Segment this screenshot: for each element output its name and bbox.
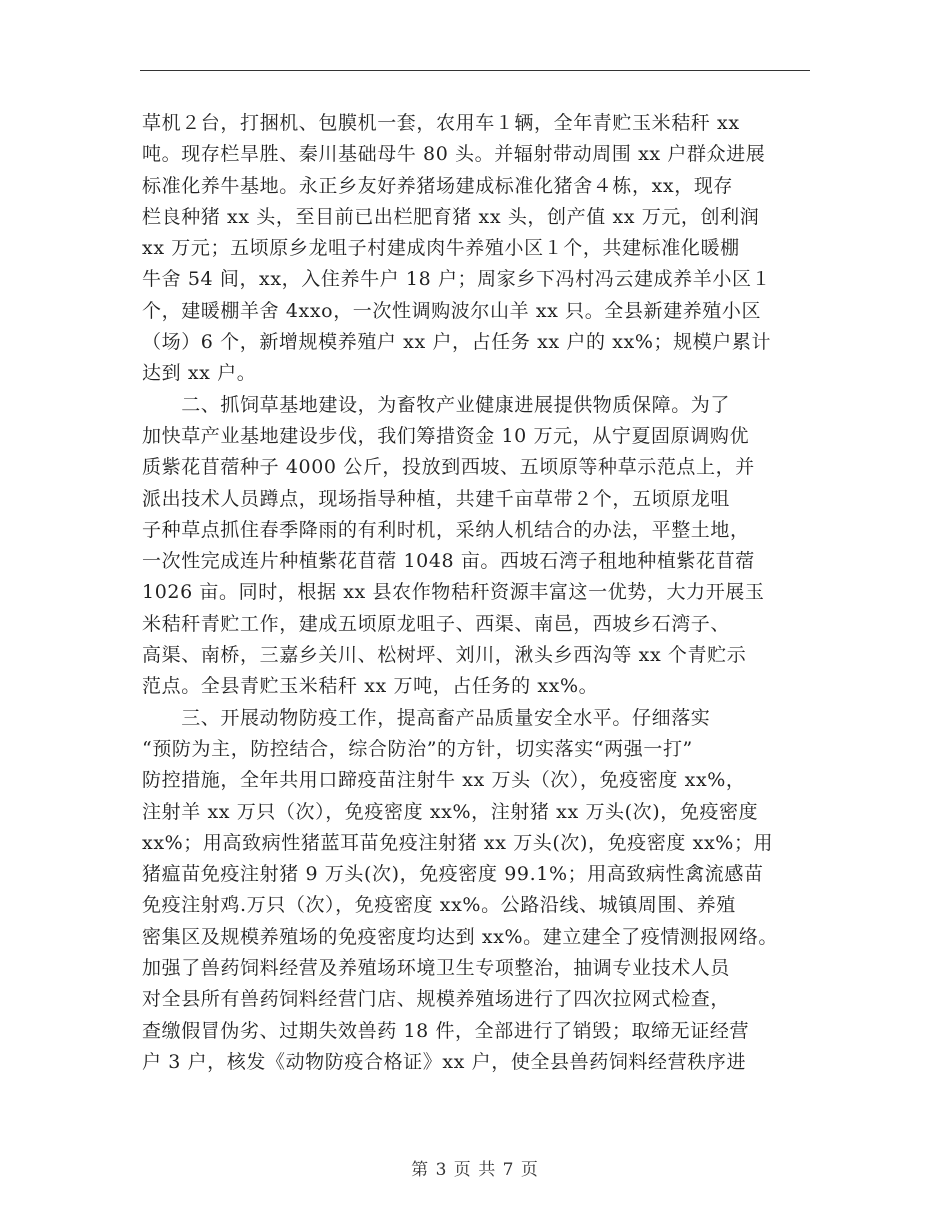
text-line: 查缴假冒伪劣、过期失效兽药 18 件，全部进行了销毁；取缔无证经营 xyxy=(142,1019,750,1042)
text-line: 派出技术人员蹲点，现场指导种植，共建千亩草带２个，五顷原龙咀 xyxy=(142,487,731,510)
text-line: 加快草产业基地建设步伐，我们筹措资金 10 万元，从宁夏固原调购优 xyxy=(142,424,750,447)
text-line: 栏良种猪 xx 头，至目前已出栏肥育猪 xx 头，创产值 xx 万元，创利润 xyxy=(142,205,760,228)
header-rule xyxy=(140,70,810,71)
text-line: xx 万元；五顷原乡龙咀子村建成肉牛养殖小区１个，共建标准化暖棚 xyxy=(142,237,740,260)
page-number-footer: 第 3 页 共 7 页 xyxy=(411,1160,539,1180)
text-line: 标准化养牛基地。永正乡友好养猪场建成标准化猪舍４栋，xx，现存 xyxy=(142,174,734,197)
text-line: 免疫注射鸡.万只（次），免疫密度 xx%。公路沿线、城镇周围、养殖 xyxy=(142,894,736,917)
text-line: 达到 xx 户。 xyxy=(142,362,257,385)
text-line: 三、开展动物防疫工作，提高畜产品质量安全水平。仔细落实 xyxy=(142,706,711,729)
text-line: “预防为主，防控结合，综合防治”的方针，切实落实“两强一打” xyxy=(142,737,693,760)
text-line: 高渠、南桥，三嘉乡关川、松树坪、刘川，湫头乡西沟等 xx 个青贮示 xyxy=(142,644,747,667)
text-line: 质紫花苜蓿种子 4000 公斤，投放到西坡、五顷原等种草示范点上，并 xyxy=(142,456,755,479)
text-line: 注射羊 xx 万只（次），免疫密度 xx%，注射猪 xx 万头(次)，免疫密度 xyxy=(142,800,759,823)
text-line: 吨。现存栏旱胜、秦川基础母牛 80 头。并辐射带动周围 xx 户群众进展 xyxy=(142,143,766,166)
text-line: 加强了兽药饲料经营及养殖场环境卫生专项整治，抽调专业技术人员 xyxy=(142,957,731,980)
text-line: 二、抓饲草基地建设，为畜牧产业健康进展提供物质保障。为了 xyxy=(142,393,731,416)
text-line: 一次性完成连片种植紫花苜蓿 1048 亩。西坡石湾子租地种植紫花苜蓿 xyxy=(142,550,755,573)
text-line: xx%；用高致病性猪蓝耳苗免疫注射猪 xx 万头(次)，免疫密度 xx%；用 xyxy=(142,831,774,854)
text-line: 密集区及规模养殖场的免疫密度均达到 xx%。建立建全了疫情测报网络。 xyxy=(142,925,778,948)
text-line: 对全县所有兽药饲料经营门店、规模养殖场进行了四次拉网式检查， xyxy=(142,988,731,1011)
text-line: 子种草点抓住春季降雨的有利时机，采纳人机结合的办法，平整土地， xyxy=(142,518,750,541)
text-line: 米秸秆青贮工作，建成五顷原龙咀子、西渠、南邑，西坡乡石湾子、 xyxy=(142,612,731,635)
text-line: 个，建暖棚羊舍 4xxo，一次性调购波尔山羊 xx 只。全县新建养殖小区 xyxy=(142,299,762,322)
text-line: 草机２台，打捆机、包膜机一套，农用车１辆，全年青贮玉米秸秆 xx xyxy=(142,112,740,134)
text-line: （场）6 个，新增规模养殖户 xx 户，占任务 xx 户的 xx%；规模户累计 xyxy=(142,331,772,354)
text-line: 防控措施，全年共用口蹄疫苗注射牛 xx 万头（次），免疫密度 xx%， xyxy=(142,769,746,792)
document-body xyxy=(142,108,817,1078)
text-line: 猪瘟苗免疫注射猪 9 万头(次)，免疫密度 99.1%；用高致病性禽流感苗 xyxy=(142,863,764,886)
text-line: 牛舍 54 间，xx，入住养牛户 18 户；周家乡下冯村冯云建成养羊小区１ xyxy=(142,268,772,291)
text-line: 户 3 户，核发《动物防疫合格证》xx 户，使全县兽药饲料经营秩序进 xyxy=(142,1050,747,1073)
text-line: 1026 亩。同时，根据 xx 县农作物秸秆资源丰富这一优势，大力开展玉 xyxy=(142,581,765,604)
text-line: 范点。全县青贮玉米秸秆 xx 万吨，占任务的 xx%。 xyxy=(142,675,599,698)
